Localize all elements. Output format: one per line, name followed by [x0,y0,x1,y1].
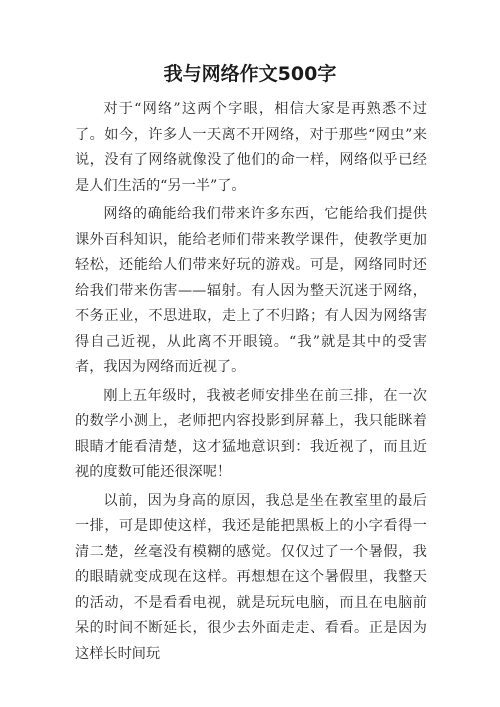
paragraph-3: 刚上五年级时，我被老师安排坐在前三排，在一次的数学小测上，老师把内容投影到屏幕上，我只能眯着眼睛才能看清楚，这才猛地意识到：我近视了，而且近视的度数可能还很深呢！ [75,387,427,480]
paragraph-2: 网络的确能给我们带来许多东西，它能给我们提供课外百科知识，能给老师们带来教学课件，使教学更加轻松，还能给人们带来好玩的游戏。可是，网络同时还给我们带来伤害——辐射。有人因为整天沉迷于网络，不务正业，不思进取，走上了不归路；有人因为网络害得自己近视，从此离不开眼镜。“我”就是其中的受害者，我因为网络而近视了。 [75,206,427,375]
paragraph-4: 以前，因为身高的原因，我总是坐在教室里的最后一排，可是即使这样，我还是能把黑板上的小字看得一清二楚，丝毫没有模糊的感觉。仅仅过了一个暑假，我的眼睛就变成现在这样。再想想在这个暑假里，我整天的活动，不是看看电视，就是玩玩电脑，而且在电脑前呆的时间不断延长，很少去外面走走、看看。正是因为这样长时间玩 [75,492,427,662]
document-body [75,97,427,670]
document-title: 我与网络作文500字 [163,63,337,85]
paragraph-1: 对于“网络”这两个字眼，相信大家是再熟悉不过了。如今，许多人一天离不开网络，对于那些“网虫”来说，没有了网络就像没了他们的命一样，网络似乎已经是人们生活的“另一半”了。 [75,101,427,194]
